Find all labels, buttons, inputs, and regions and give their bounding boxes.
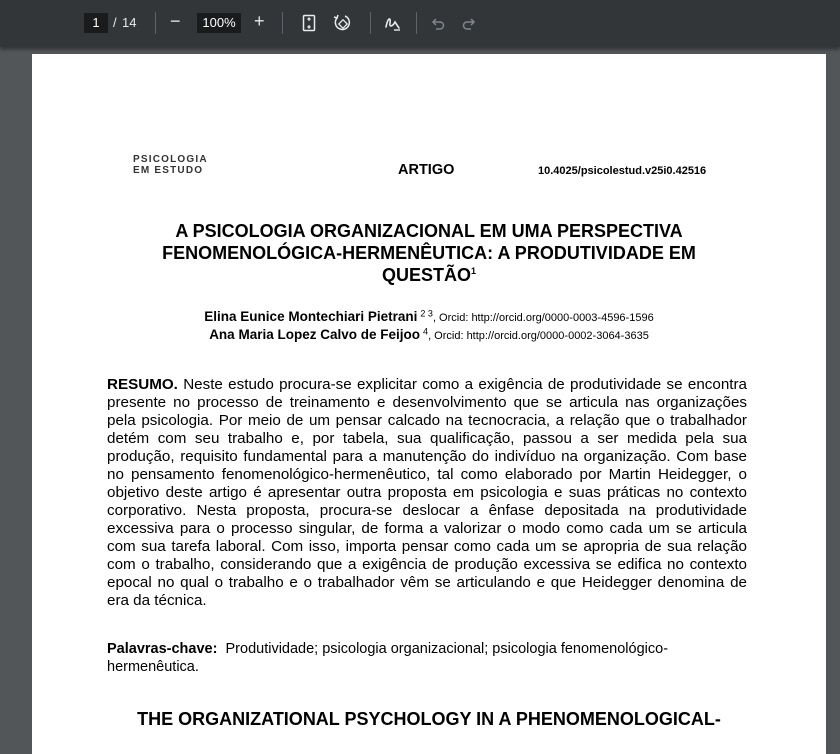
title-footnote: 1	[471, 266, 477, 276]
journal-logo	[133, 154, 208, 176]
zoom-level-input[interactable]: 100%	[197, 13, 241, 33]
abstract	[107, 376, 747, 610]
author2	[32, 327, 826, 342]
author1-name: Elina Eunice Montechiari Pietrani	[204, 309, 418, 324]
pdf-page	[32, 54, 826, 754]
keywords-label: Palavras-chave:	[107, 641, 218, 657]
draw-icon[interactable]	[384, 14, 402, 32]
journal-logo-line1: PSICOLOGIA	[133, 154, 208, 165]
page-separator: /	[113, 15, 117, 30]
abstract-text: Neste estudo procura-se explicitar como a exigência de produtividade se encontra presente no processo de treinamento e desenvolvimento que se articula nas organizações pela psicologia. Por meio de um pensar calcado na tecnocracia, a relação que o trabalhador detém com seu trabalho e, por tabela, sua qualificação, passou a ser medida pela sua produção, requisito fundamental para a manutenção do indivíduo na organização. Com base no pensamento fenomenológico-hermenêutico, tal como elaborado por Martin Heidegger, o objetivo deste artigo é apresentar outra proposta em psicologia e suas práticas no contexto corporativo. Nesta proposta, procura-se deslocar a ênfase depositada na produtividade excessiva para o processo singular, de forma a valorizar o modo como cada um se articula com sua tarefa laboral. Com isso, importa pensar como cada um se apropria de sua relação com o trabalho, considerando que a exigência de produção excessiva se edifica no contexto epocal no qual o trabalho e o trabalhador vêm se articulando e que Heidegger denomina de era da técnica.	[107, 376, 747, 609]
doi: 10.4025/psicolestud.v25i0.42516	[538, 165, 707, 177]
toolbar-divider	[370, 12, 371, 34]
author2-name: Ana Maria Lopez Calvo de Feijoo	[209, 327, 420, 342]
author1	[32, 309, 826, 324]
rotate-icon[interactable]	[332, 13, 352, 33]
zoom-in-button[interactable]: +	[254, 11, 265, 31]
zoom-out-button[interactable]: −	[170, 11, 181, 31]
keywords-text: Produtividade; psicologia organizacional; psicologia fenomenológico-hermenêutica.	[107, 641, 669, 675]
english-title-line1: THE ORGANIZATIONAL PSYCHOLOGY IN A PHENOMENOLOGICAL-	[137, 709, 721, 729]
author2-footnote: 4	[423, 326, 429, 337]
toolbar-divider	[282, 12, 283, 34]
article-type: ARTIGO	[398, 162, 455, 178]
title-line3	[32, 264, 826, 286]
title-line3-text: QUESTÃO	[381, 265, 471, 285]
pdf-toolbar	[0, 0, 840, 47]
abstract-label: RESUMO.	[107, 376, 178, 393]
title-line2: FENOMENOLÓGICA-HERMENÊUTICA: A PRODUTIVIDADE EM	[162, 243, 696, 263]
toolbar-divider	[416, 12, 417, 34]
toolbar-divider	[155, 12, 156, 34]
redo-icon[interactable]	[461, 15, 477, 31]
undo-icon[interactable]	[430, 15, 446, 31]
author2-orcid[interactable]: , Orcid: http://orcid.org/0000-0002-3064-3635	[428, 330, 649, 342]
keywords	[107, 640, 747, 676]
journal-logo-line2: EM ESTUDO	[133, 165, 204, 176]
page-total: 14	[122, 15, 137, 30]
fit-page-icon[interactable]	[302, 14, 316, 32]
title-line1: A PSICOLOGIA ORGANIZACIONAL EM UMA PERSPECTIVA	[175, 221, 683, 241]
author1-footnote: 2 3	[420, 308, 433, 319]
page-number-input[interactable]: 1	[84, 13, 108, 33]
author1-orcid[interactable]: , Orcid: http://orcid.org/0000-0003-4596-1596	[432, 312, 654, 324]
